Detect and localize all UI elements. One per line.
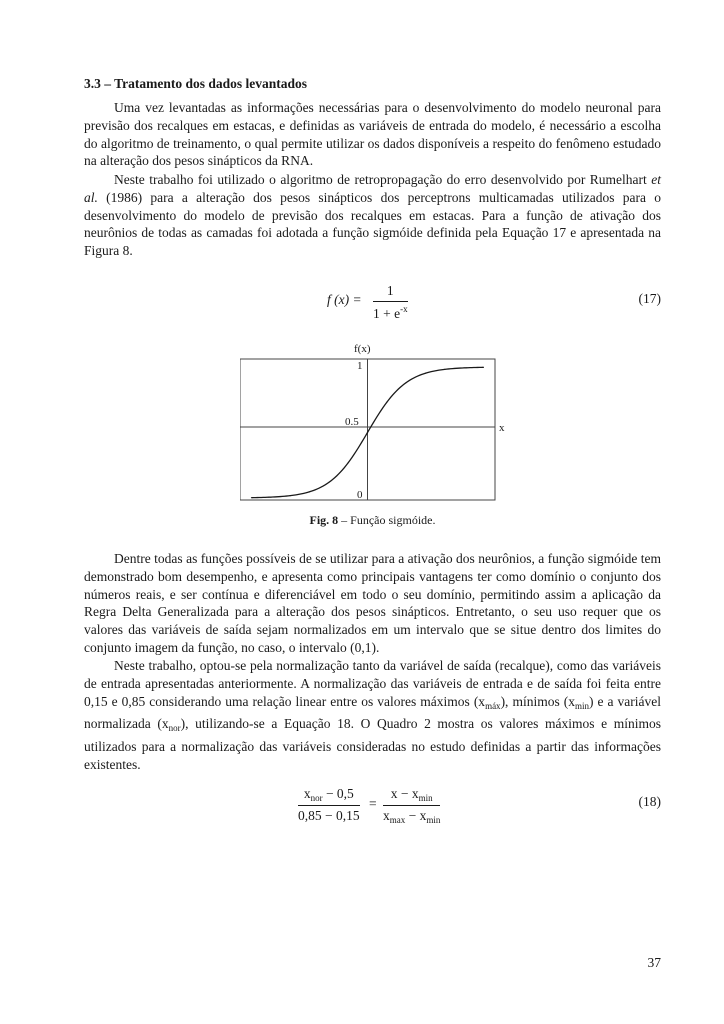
data-point [367, 432, 368, 433]
eq18-left-bar [298, 805, 360, 806]
tick-label-0: 0 [357, 489, 363, 501]
eq17-number: (17) [638, 291, 661, 306]
eq17-den-exp: -x [400, 304, 408, 314]
eq18-right-fraction [383, 786, 440, 825]
eq18-left-num-rest: − 0,5 [322, 786, 354, 801]
p4-sub-min: min [574, 700, 589, 711]
eq17-fraction [373, 283, 408, 322]
eq18-right-num-x: x − x [390, 786, 419, 801]
eq18-den-mid: − x [405, 808, 427, 823]
eq18-den-x: x [383, 808, 390, 823]
data-point [290, 495, 291, 496]
eq17-lhs: f (x) = [327, 292, 362, 307]
data-point [406, 382, 407, 383]
eq18-sub-nor: nor [310, 793, 323, 803]
p4-text-2: ), mínimos (x [500, 693, 575, 709]
eq18-left-numerator [298, 786, 360, 803]
eq18-sub-min: min [418, 793, 433, 803]
x-axis-label: x [499, 422, 505, 434]
eq18-right-bar [383, 805, 440, 806]
paragraph-2 [84, 171, 661, 260]
eq17-bar [373, 301, 408, 302]
eq18-equals: = [369, 796, 377, 811]
tick-label-1: 1 [357, 360, 363, 372]
caption-text: – Função sigmóide. [338, 513, 436, 527]
p4-text-3: ) e a variável normalizada (x [84, 693, 662, 732]
section-title: 3.3 – Tratamento dos dados levantados [84, 76, 308, 91]
data-point [444, 369, 445, 370]
eq17-numerator: 1 [386, 283, 394, 298]
tick-label-0-5: 0.5 [345, 416, 359, 428]
data-point [386, 402, 387, 403]
page-number: 37 [647, 955, 661, 970]
et-al: et al. [84, 172, 661, 205]
data-point [251, 497, 252, 498]
eq18-den-sub-min: min [426, 815, 441, 825]
paragraph-1: Uma vez levantadas as informações necessárias para o desenvolvimento do modelo neuronal para previsão dos recalques em estacas, e definidas as variáveis de entrada do modelo, é necessário a escolha do algoritmo de treinamento, o qual permite utilizar os dados disponíveis a respeito do fenômeno estudado na alteração dos pesos sinápticos da RNA. [84, 100, 661, 169]
eq18-right-numerator [383, 786, 440, 803]
paragraph-2-after: (1986) para a alteração dos pesos sinápticos dos perceptrons multicamadas utilizados para o desenvolvimento do modelo de previsão dos recalques em estacas. Para a função de ativação dos neurônios de todas as camadas foi adotada a função sigmóide definida pela Equação 17 e apresentada na Figura 8. [84, 189, 661, 259]
eq18-x: x [303, 786, 311, 801]
paragraph-3: Dentre todas as funções possíveis de se utilizar para a ativação dos neurônios, a função sigmóide tem demonstrado bom desempenho, e apresenta como principais vantagens ter como domínio o conjunto dos números reais, e ser contínua e diferenciável em todo o seu domínio, permitindo assim a aplicação da Regra Delta Generalizada para a alteração dos pesos sinápticos. Entretanto, o seu uso requer que os valores das variáveis de saída sejam normalizados em um intervalo que se situe dentro dos limites do conjunto imagem da função, no caso, o intervalo (0,1). [84, 551, 661, 655]
data-point [483, 367, 484, 368]
figure-caption [84, 513, 661, 528]
figure-8 [240, 340, 510, 510]
y-axis-label: f(x) [354, 343, 371, 355]
data-point [425, 373, 426, 374]
eq18-number: (18) [638, 794, 661, 809]
caption-label: Fig. 8 [309, 513, 339, 527]
data-point [270, 497, 271, 498]
p4-sub-nor: nor [168, 723, 181, 734]
data-point [309, 491, 310, 492]
eq18-left-fraction [298, 786, 360, 824]
eq18-sub-max: max [389, 815, 406, 825]
eq18-right-denominator [383, 808, 440, 825]
sigmoid-chart [240, 340, 510, 505]
data-point [328, 482, 329, 483]
eq17-den-base: 1 + e [373, 306, 401, 321]
eq18-left-denominator: 0,85 − 0,15 [298, 808, 360, 823]
paragraph-4 [84, 657, 661, 774]
eq17-denominator [373, 304, 408, 322]
data-point [348, 462, 349, 463]
p4-sub-max: máx [485, 700, 501, 711]
p4-text-4: ), utilizando-se a Equação 18. O Quadro 2 mostra os valores máximos e mínimos utilizados para a normalização das variáveis consideradas no estudo definidas a partir das informações existentes. [84, 716, 661, 772]
paragraph-2-before: Neste trabalho foi utilizado o algoritmo de retropropagação do erro desenvolvido por Rumelhart [114, 172, 652, 187]
p4-text-1: Neste trabalho, optou-se pela normalização tanto da variável de saída (recalque), como das variáveis de entrada apresentadas anteriormente. A normalização das variáveis de entrada e de saída foi feita entre 0,15 e 0,85 considerando uma relação linear entre os valores máximos (x [84, 658, 661, 709]
data-point [463, 367, 464, 368]
